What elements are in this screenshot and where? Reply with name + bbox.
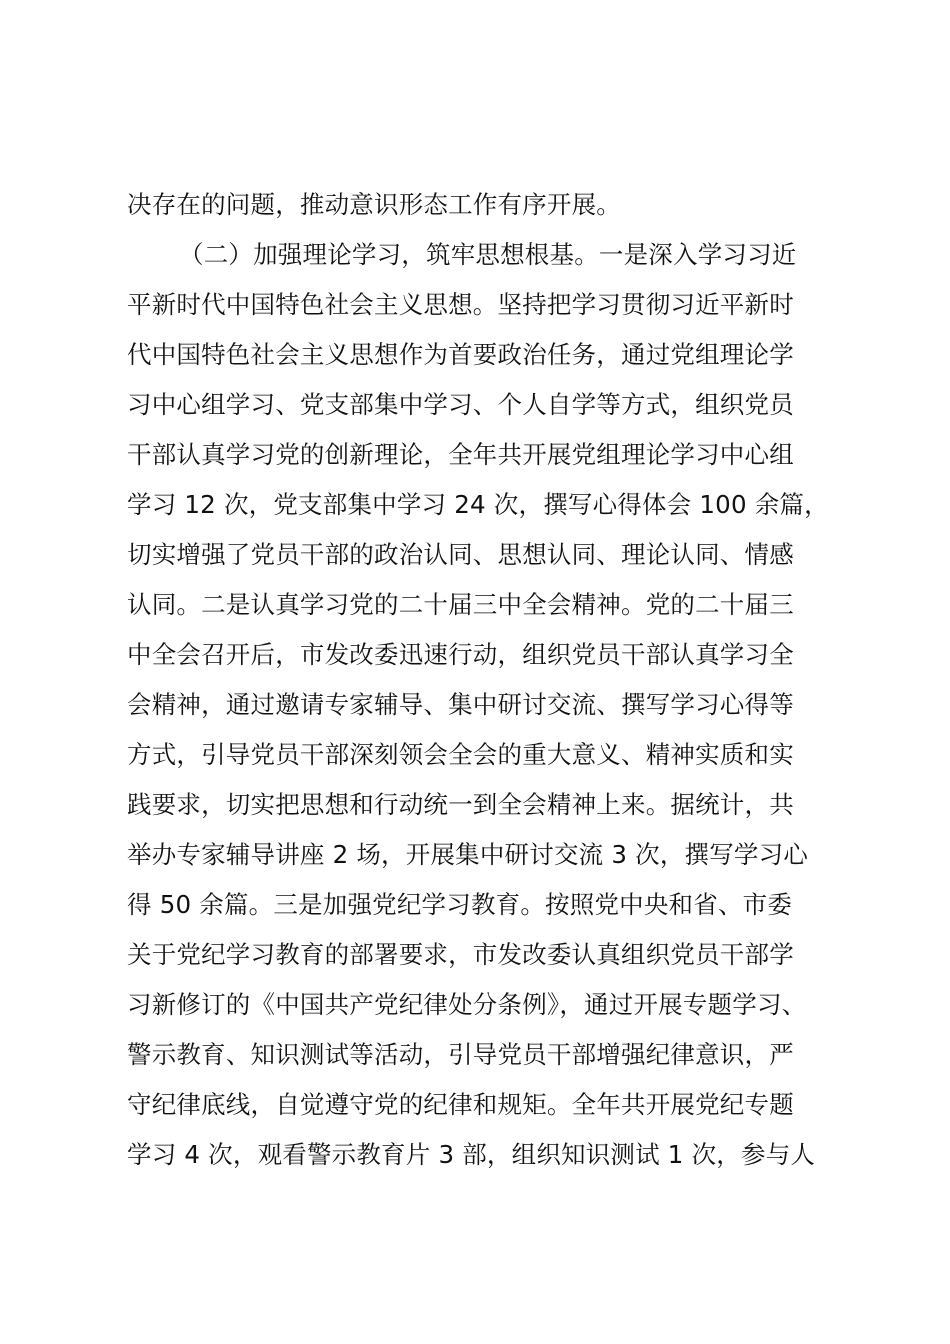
text-line: 习中心组学习、党支部集中学习、个人自学等方式，组织党员: [127, 390, 794, 419]
body-text: [127, 180, 867, 1180]
text-line: 警示教育、知识测试等活动，引导党员干部增强纪律意识，严: [127, 1040, 794, 1069]
section-heading-line: （二）加强理论学习，筑牢思想根基。一是深入学习习近: [179, 240, 797, 269]
text-line: 得 50 余篇。三是加强党纪学习教育。按照党中央和省、市委: [127, 890, 793, 919]
text-line: 会精神，通过邀请专家辅导、集中研讨交流、撰写学习心得等: [127, 690, 794, 719]
text-line: 切实增强了党员干部的政治认同、思想认同、理论认同、情感: [127, 540, 794, 569]
text-line: 代中国特色社会主义思想作为首要政治任务，通过党组理论学: [127, 340, 794, 369]
text-line: 践要求，切实把思想和行动统一到全会精神上来。据统计，共: [127, 790, 794, 819]
text-line: 举办专家辅导讲座 2 场，开展集中研讨交流 3 次，撰写学习心: [127, 840, 809, 869]
text-line: 习新修订的《中国共产党纪律处分条例》，通过开展专题学习、: [127, 990, 807, 1019]
text-line: 平新时代中国特色社会主义思想。坚持把学习贯彻习近平新时: [127, 290, 794, 319]
text-line: 学习 4 次，观看警示教育片 3 部，组织知识测试 1 次，参与人: [127, 1140, 816, 1169]
text-line: 决存在的问题，推动意识形态工作有序开展。: [127, 190, 621, 219]
text-line: 中全会召开后，市发改委迅速行动，组织党员干部认真学习全: [127, 640, 794, 669]
text-line: 学习 12 次，党支部集中学习 24 次，撰写心得体会 100 余篇，: [127, 490, 829, 519]
text-line: 关于党纪学习教育的部署要求，市发改委认真组织党员干部学: [127, 940, 794, 969]
text-line: 干部认真学习党的创新理论，全年共开展党组理论学习中心组: [127, 440, 794, 469]
text-line: 认同。二是认真学习党的二十届三中全会精神。党的二十届三: [127, 590, 794, 619]
text-line: 守纪律底线，自觉遵守党的纪律和规矩。全年共开展党纪专题: [127, 1090, 794, 1119]
text-line: 方式，引导党员干部深刻领会全会的重大意义、精神实质和实: [127, 740, 794, 769]
